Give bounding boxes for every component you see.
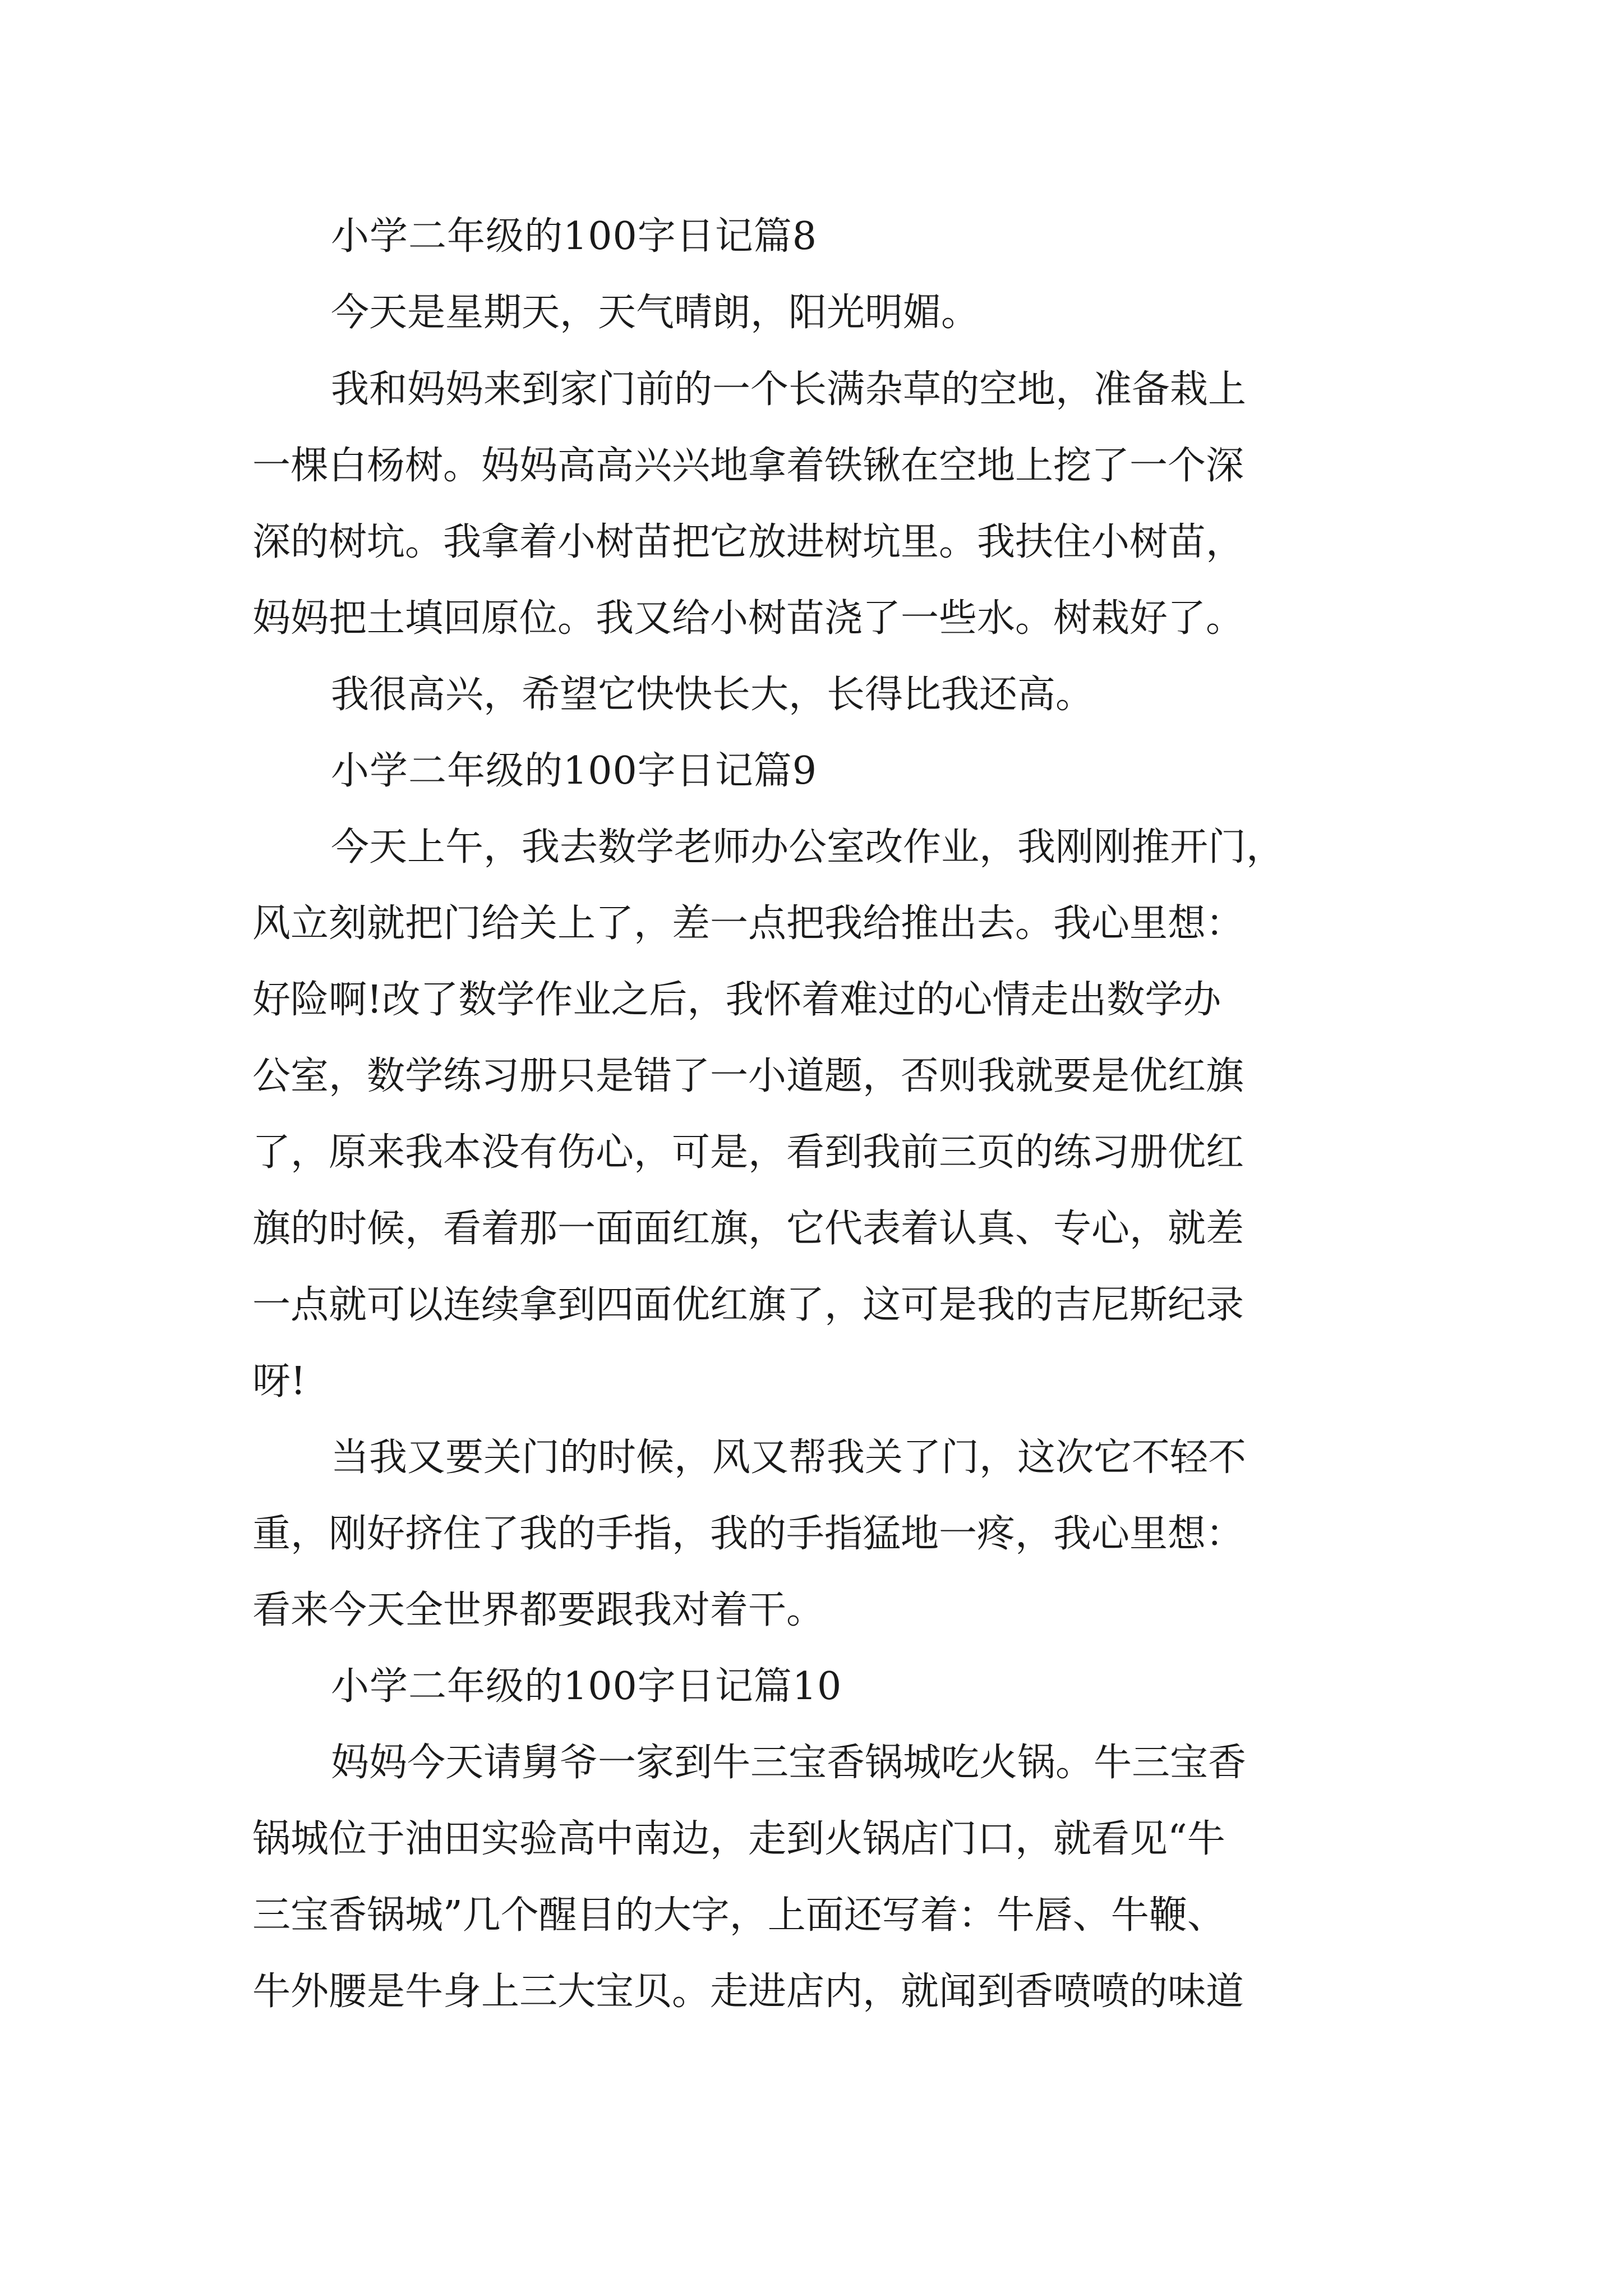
section-heading: 小学二年级的100字日记篇8 [331,214,818,259]
paragraph-line: 我很高兴，希望它快快长大，长得比我还高。 [331,673,1094,717]
paragraph-line: 深的树坑。我拿着小树苗把它放进树坑里。我扶住小树苗， [252,520,1244,564]
paragraph-line: 旗的时候，看着那一面面红旗，它代表着认真、专心，就差 [252,1207,1244,1251]
paragraph-line: 我和妈妈来到家门前的一个长满杂草的空地，准备栽上 [331,367,1247,412]
paragraph-line: 妈妈把土填回原位。我又给小树苗浇了一些水。树栽好了。 [252,596,1244,641]
paragraph-line: 公室，数学练习册只是错了一小道题，否则我就要是优红旗 [252,1054,1244,1098]
paragraph-line: 三宝香锅城”几个醒目的大字，上面还写着：牛唇、牛鞭、 [252,1893,1225,1938]
paragraph-line: 风立刻就把门给关上了，差一点把我给推出去。我心里想： [252,901,1244,946]
section-heading: 小学二年级的100字日记篇10 [331,1664,842,1709]
paragraph-line: 锅城位于油田实验高中南边，走到火锅店门口，就看见“牛 [252,1817,1225,1861]
paragraph-line: 呀! [252,1359,306,1404]
paragraph-line: 一棵白杨树。妈妈高高兴兴地拿着铁锹在空地上挖了一个深 [252,444,1244,488]
paragraph-line: 今天是星期天，天气晴朗，阳光明媚。 [331,291,980,335]
section-heading: 小学二年级的100字日记篇9 [331,749,818,793]
paragraph-line: 妈妈今天请舅爷一家到牛三宝香锅城吃火锅。牛三宝香 [331,1741,1247,1785]
paragraph-line: 一点就可以连续拿到四面优红旗了，这可是我的吉尼斯纪录 [252,1283,1244,1327]
paragraph-line: 牛外腰是牛身上三大宝贝。走进店内，就闻到香喷喷的味道 [252,1970,1244,2014]
paragraph-line: 当我又要关门的时候，风又帮我关了门，这次它不轻不 [331,1435,1247,1480]
paragraph-line: 重，刚好挤住了我的手指，我的手指猛地一疼，我心里想： [252,1512,1244,1556]
paragraph-line: 了，原来我本没有伤心，可是，看到我前三页的练习册优红 [252,1130,1244,1175]
paragraph-line: 看来今天全世界都要跟我对着干。 [252,1588,825,1632]
paragraph-line: 好险啊!改了数学作业之后，我怀着难过的心情走出数学办 [252,978,1221,1022]
paragraph-line: 今天上午，我去数学老师办公室改作业，我刚刚推开门， [331,825,1285,869]
